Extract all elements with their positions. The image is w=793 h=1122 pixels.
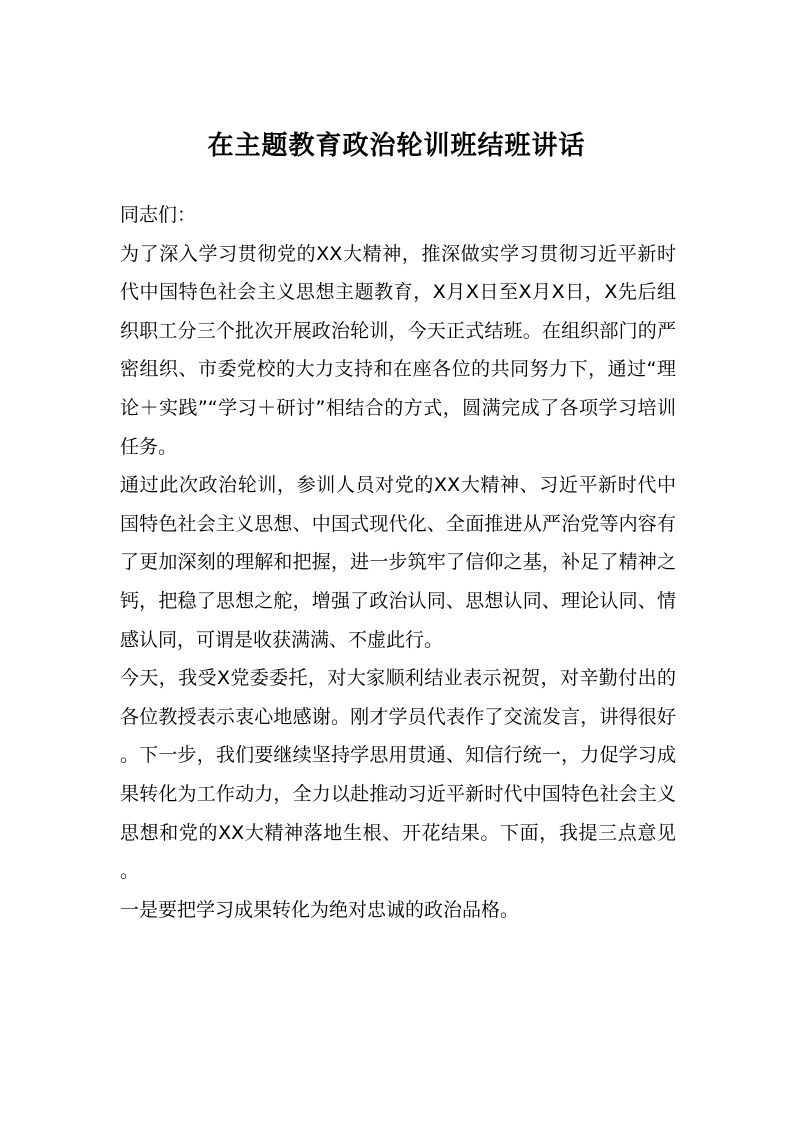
paragraph-1: 为了深入学习贯彻党的XX大精神，推深做实学习贯彻习近平新时代中国特色社会主义思想主题教育，X月X日至X月X日，X先后组织职工分三个批次开展政治轮训，今天正式结班。在组织部门的严密组织、市委党校的大力支持和在座各位的共同努力下，通过“理论＋实践”“学习＋研讨”相结合的方式，圆满完成了各项学习培训任务。	[120, 242, 676, 458]
document-body	[120, 196, 676, 929]
paragraph-2: 通过此次政治轮训，参训人员对党的XX大精神、习近平新时代中国特色社会主义思想、中国式现代化、全面推进从严治党等内容有了更加深刻的理解和把握，进一步筑牢了信仰之基，补足了精神之钙，把稳了思想之舵，增强了政治认同、思想认同、理论认同、情感认同，可谓是收获满满、不虚此行。	[120, 474, 676, 651]
greeting: 同志们：	[120, 204, 197, 226]
document-title: 在主题教育政治轮训班结班讲话	[207, 131, 586, 161]
paragraph-3: 今天，我受X党委委托，对大家顺利结业表示祝贺，对辛勤付出的各位教授表示衷心地感谢。刚才学员代表作了交流发言，讲得很好。下一步，我们要继续坚持学思用贯通、知信行统一，力促学习成果转化为工作动力，全力以赴推动习近平新时代中国特色社会主义思想和党的XX大精神落地生根、开花结果。下面，我提三点意见。	[120, 667, 676, 883]
paragraph-4: 一是要把学习成果转化为绝对忠诚的政治品格。	[120, 898, 520, 921]
